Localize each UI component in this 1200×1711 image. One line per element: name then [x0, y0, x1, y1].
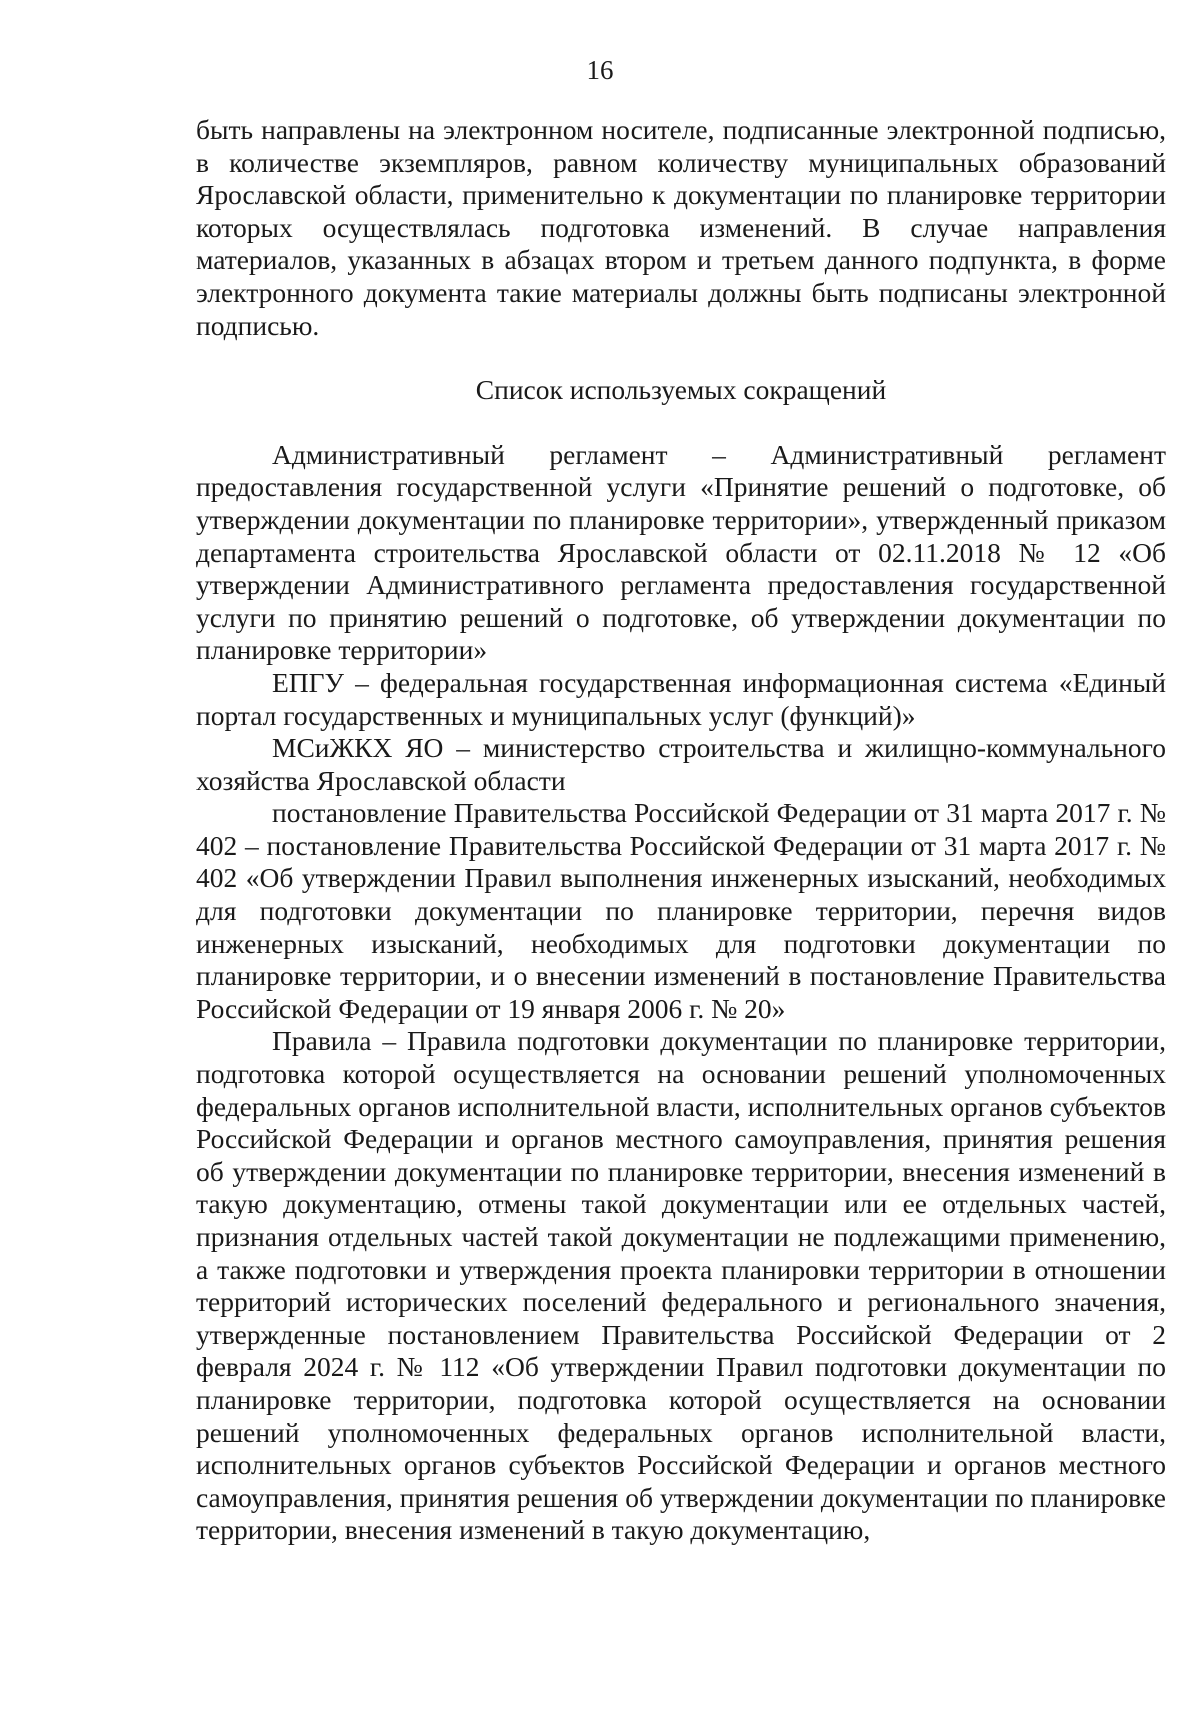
continuation-paragraph: быть направлены на электронном носителе, подписанные электронной подписью, в количестве экземпляров, равном количеству муниципальных образований Ярославской области, применительно к документации по планировке территории которых осуществлялась подготовка изменений. В случае направления материалов, указанных в абзацах втором и третьем данного подпункта, в форме электронного документа такие материалы должны быть подписаны электронной подписью.: [196, 114, 1166, 341]
abbreviation-term: ЕПГУ: [272, 666, 345, 698]
abbreviation-term: постановление Правительства Российской Федерации от 31 марта 2017 г. № 402: [196, 797, 1166, 861]
abbreviation-definition: – постановление Правительства Российской Федерации от 31 марта 2017 г. № 402 «Об утверждении Правил выполнения инженерных изысканий, необходимых для подготовки документации по планировке территории, перечня видов инженерных изысканий, необходимых для подготовки документации по планировке территории, и о внесении изменений в постановление Правительства Российской Федерации от 19 января 2006 г. № 20»: [196, 829, 1166, 1024]
abbreviation-term: Административный регламент: [272, 438, 668, 470]
abbreviation-term: Правила: [272, 1025, 372, 1057]
abbreviation-definition: – федеральная государственная информационная система «Единый портал государственных и муниципальных услуг (функций)»: [196, 666, 1166, 731]
abbreviation-definition: – министерство строительства и жилищно-коммунального хозяйства Ярославской области: [196, 732, 1166, 796]
abbreviation-entry: [196, 667, 1166, 732]
abbreviation-entry: [196, 797, 1166, 1025]
page-number: 16: [586, 55, 614, 85]
abbreviation-entry: [196, 732, 1166, 797]
abbreviation-definition: – Административный регламент предоставления государственной услуги «Принятие решений о подготовке, об утверждении документации по планировке территории», утвержденный приказом департамента строительства Ярославской области от 02.11.2018 № 12 «Об утверждении Административного регламента предоставления государственной услуги по принятию решений о подготовке, об утверждении документации по планировке территории»: [196, 438, 1167, 666]
abbreviation-definition: – Правила подготовки документации по планировке территории, подготовка которой осуществляется на основании решений уполномоченных федеральных органов исполнительной власти, исполнительных органов субъектов Российской Федерации и органов местного самоуправления, принятия решения об утверждении документации по планировке территории, внесения изменений в такую документацию, отмены такой документации или ее отдельных частей, признания отдельных частей такой документации не подлежащими применению, а также подготовки и утверждения проекта планировки территории в отношении территорий исторических поселений федерального и регионального значения, утвержденные постановлением Правительства Российской Федерации от 2 февраля 2024 г. № 112 «Об утверждении Правил подготовки документации по планировке территории, подготовка которой осуществляется на основании решений уполномоченных федеральных органов исполнительной власти, исполнительных органов субъектов Российской Федерации и органов местного самоуправления, принятия решения об утверждении документации по планировке территории, внесения изменений в такую документацию,: [196, 1025, 1166, 1546]
abbreviation-term: МСиЖКХ ЯО: [272, 732, 444, 764]
abbreviation-entry: [196, 1025, 1166, 1547]
page-body: [196, 114, 1166, 1547]
abbreviation-entry: [196, 439, 1166, 667]
section-heading: Список используемых сокращений: [475, 374, 887, 406]
